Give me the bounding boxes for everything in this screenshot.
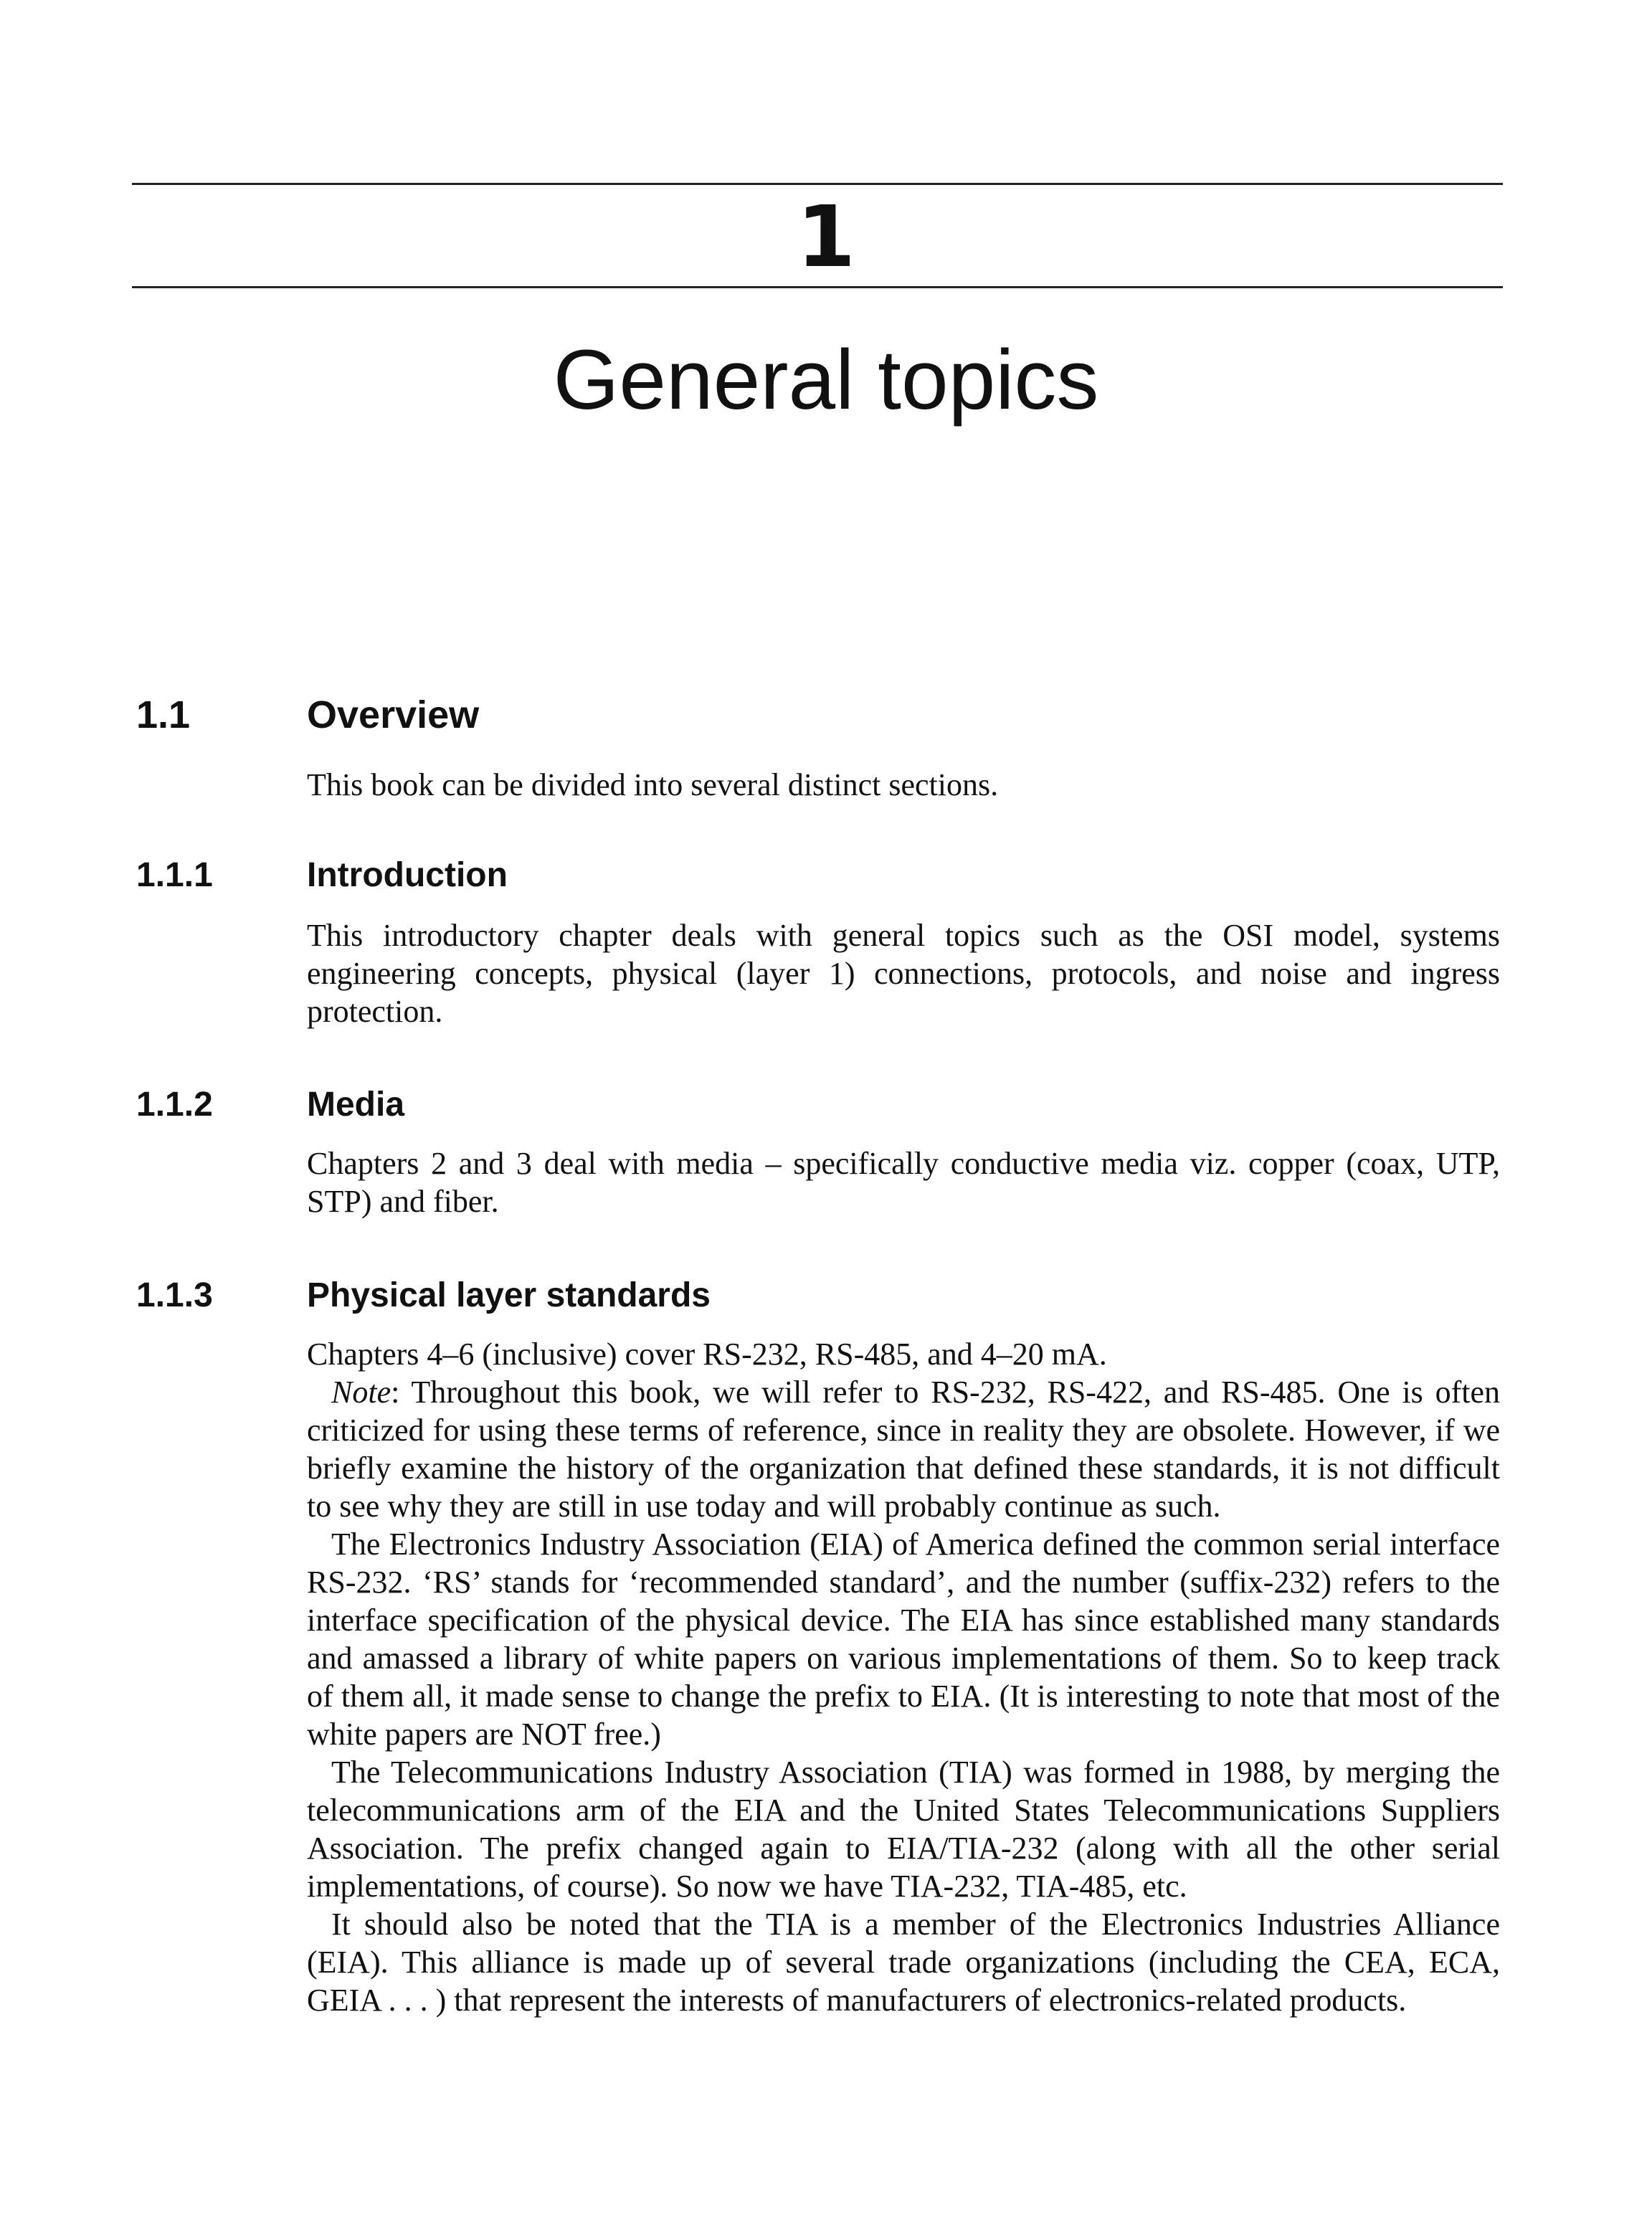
- paragraph: This introductory chapter deals with general topics such as the OSI model, systems engineering concepts, physical (layer 1) connections, protocols, and noise and ingress protection.: [307, 918, 1500, 1029]
- section-number: 1.1.3: [136, 1276, 213, 1314]
- introduction-body: [307, 916, 1500, 1030]
- paragraph: Chapters 4–6 (inclusive) cover RS-232, RS-485, and 4–20 mA.: [307, 1337, 1107, 1372]
- section-number: 1.1.2: [136, 1086, 213, 1124]
- paragraph: Chapters 2 and 3 deal with media – specifically conductive media viz. copper (coax, UTP, STP) and fiber.: [307, 1146, 1500, 1219]
- paragraph: This book can be divided into several distinct sections.: [307, 767, 999, 802]
- overview-body: [307, 766, 1500, 804]
- section-title: Physical layer standards: [307, 1276, 711, 1314]
- chapter-title: General topics: [553, 333, 1099, 427]
- chapter-number: 1: [796, 187, 856, 286]
- top-rule: [132, 183, 1503, 185]
- section-title: Media: [307, 1086, 405, 1124]
- section-title: Overview: [307, 693, 480, 736]
- section-title: Introduction: [307, 856, 508, 894]
- note-label: Note: [331, 1375, 391, 1410]
- note-text: : Throughout this book, we will refer to RS-232, RS-422, and RS-485. One is often criticized for using these terms of reference, since in reality they are obsolete. However, if we briefly examine the history of the organization that defined these standards, it is not difficult to see why they are still in use today and will probably continue as such.: [307, 1375, 1500, 1524]
- physical-body: [307, 1335, 1500, 2019]
- paragraph: [307, 1373, 1500, 1525]
- bottom-rule: [132, 286, 1503, 288]
- section-number: 1.1: [136, 693, 191, 736]
- paragraph: The Telecommunications Industry Association (TIA) was formed in 1988, by merging the telecommunications arm of the EIA and the United States Telecommunications Suppliers Association. The prefix changed again to EIA/TIA-232 (along with all the other serial implementations, of course). So now we have TIA-232, TIA-485, etc.: [307, 1755, 1500, 1904]
- section-number: 1.1.1: [136, 856, 213, 894]
- media-body: [307, 1144, 1500, 1220]
- paragraph: It should also be noted that the TIA is a member of the Electronics Industries Alliance (EIA). This alliance is made up of several trade organizations (including the CEA, ECA, GEIA . . . ) that represent the interests of manufacturers of electronics-related products.: [307, 1907, 1500, 2018]
- paragraph: The Electronics Industry Association (EIA) of America defined the common serial interface RS-232. ‘RS’ stands for ‘recommended standard’, and the number (suffix-232) refers to the interface specification of the physical device. The EIA has since established many standards and amassed a library of white papers on various implementations of them. So to keep track of them all, it made sense to change the prefix to EIA. (It is interesting to note that most of the white papers are NOT free.): [307, 1527, 1500, 1752]
